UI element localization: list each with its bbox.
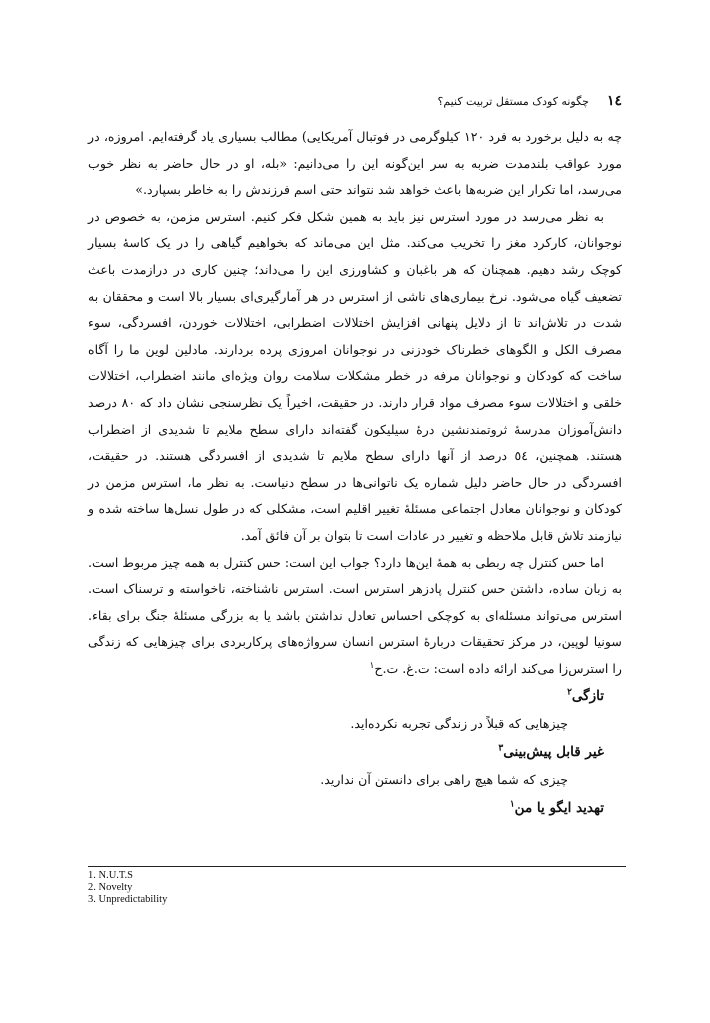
main-text xyxy=(88,124,622,822)
list-item-ego-threat xyxy=(88,794,622,822)
footnote-ref-3: ۳ xyxy=(498,743,504,754)
footnote-2: 2. Novelty xyxy=(88,882,133,893)
list-item-description: چیزهایی که قبلاً در زندگی تجربه نکرده‌اید. xyxy=(350,716,568,732)
page-header xyxy=(88,93,622,109)
paragraph-3 xyxy=(88,550,622,683)
footnote-ref-1b: ۱ xyxy=(509,799,515,810)
list-item-description: چیزی که شما هیچ راهی برای دانستن آن ندارید. xyxy=(320,772,568,788)
footnotes xyxy=(88,870,626,906)
page-number: ١٤ xyxy=(606,93,622,109)
footnote-1: 1. N.U.T.S xyxy=(88,870,134,881)
running-title: چگونه کودک مستقل تربیت کنیم؟ xyxy=(437,95,589,108)
list-item-title-text: تهدید ایگو یا من xyxy=(514,800,604,817)
footnote-3: 3. Unpredictability xyxy=(88,894,168,905)
footnote-divider xyxy=(88,866,626,867)
paragraph-1: چه به دلیل برخورد به فرد ۱۲۰ کیلوگرمی در فوتبال آمریکایی) مطالب بسیاری یاد گرفته‌ایم. امروزه، در مورد عواقب بلندمدت ضربه به سر این‌گونه این را می‌دانیم: «بله، او در حال حاضر به نظر خوب می‌رسد، اما تکرار این ضربه‌ها باعث خواهد شد نتواند حتی اسم فرزندش را به خاطر بسپارد.» xyxy=(88,129,622,198)
list-item-title-text: غیر قابل پیش‌بینی xyxy=(503,744,604,761)
footnote-ref-1: ۱ xyxy=(369,660,375,671)
list-item-novelty xyxy=(88,682,622,738)
footnote-ref-2: ۲ xyxy=(567,687,572,698)
list-item-unpredictability xyxy=(88,738,622,794)
paragraph-2: به نظر می‌رسد در مورد استرس نیز باید به همین شکل فکر کنیم. استرس مزمن، به خصوص در نوجوانان، کارکرد مغز را تخریب می‌کند. مثل این می‌ماند که بخواهیم گیاهی را در یک کاسهٔ بسیار کوچک رشد دهیم. همچنان که هر باغبان و کشاورزی این را می‌داند؛ چنین کاری در درازمدت باعث تضعیف گیاه می‌شود. نرخ بیماری‌های ناشی از استرس در هر آمارگیری‌ای بسیار بالا است و محققان به شدت در تلاش‌اند تا از دلایل پنهانی افزایش اختلالات اضطرابی، اختلالات خوردن، افسردگی، سوء مصرف الکل و الگوهای خطرناک خودزنی در نوجوانان امروزی پرده بردارند. مادلین لوین ما را آگاه ساخت که کودکان و نوجوانان مرفه در خطر مشکلات سلامت روان ویژه‌ای مانند اضطراب، اختلالات خلقی و اختلالات سوء مصرف مواد قرار دارند. در حقیقت، اخیراً یک نظرسنجی نشان داد که ۸۰ درصد دانش‌آموزان مدرسهٔ ثروتمندنشین درهٔ سیلیکون گفته‌اند دارای سطح ملایم تا شدیدی از اضطراب هستند. همچنین، ٥٤ درصد از آنها دارای سطح ملایم تا شدیدی از افسردگی هستند. در حقیقت، افسردگی در حال حاضر دلیل شماره یک ناتوانی‌ها در سطح دنیاست. به نظر ما، استرس مزمن در کودکان و نوجوانان معادل اجتماعی مسئلهٔ تغییر اقلیم است، مشکلی که در طول نسل‌ها ساخته شده و نیازمند تلاش قابل ملاحظه و تغییر در عادات است تا بتوان بر آن فائق آمد. xyxy=(88,208,623,543)
list-item-title xyxy=(88,738,622,766)
list-item-title xyxy=(88,682,622,710)
list-item-title xyxy=(88,794,622,822)
list-item-title-text: تازگی xyxy=(571,688,604,705)
paragraph-3-text: اما حس کنترل چه ربطی به همهٔ این‌ها دارد؟ جواب این است: حس کنترل به همه چیز مربوط است. به زبان ساده، داشتن حس کنترل پادزهر استرس است. استرس ناشناخته، ناخواسته و ترسناک است. استرس می‌تواند مسئله‌ای به کوچکی احساس تعادل نداشتن باشد یا به بزرگی مسئلهٔ جنگ برای بقاء. سونیا لوپین، در مرکز تحقیقات دربارهٔ استرس انسان سرواژه‌های پرکاربردی برای چیزهایی که زندگی را استرس‌زا می‌کند ارائه داده است: ت.غ. ت.ح xyxy=(88,554,622,676)
